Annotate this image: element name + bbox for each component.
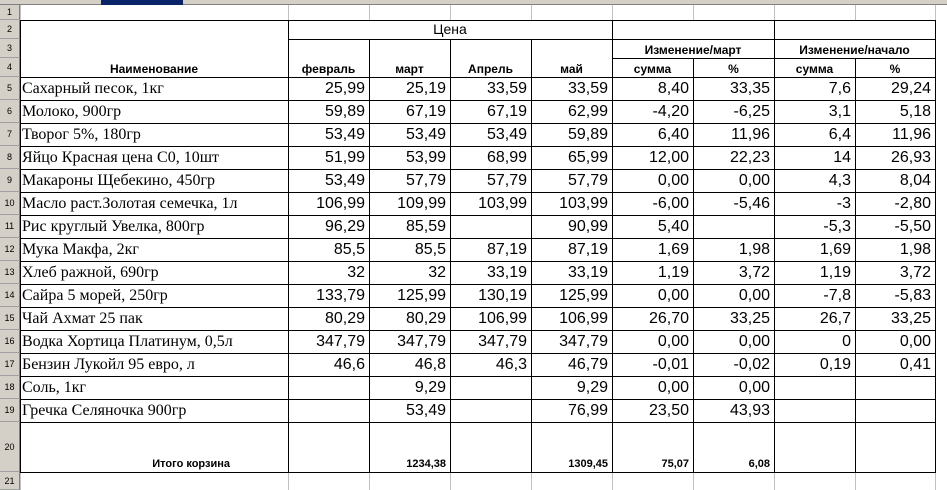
value-cell-mar[interactable]: 109,99 — [397, 194, 446, 212]
value-cell-cm-pct[interactable]: 0,00 — [738, 286, 770, 304]
item-name-cell[interactable]: Рис круглый Увелка, 800гр — [22, 217, 205, 235]
gridline — [855, 472, 856, 490]
table-border — [20, 422, 936, 423]
value-cell-cm-sum[interactable]: -6,00 — [652, 194, 689, 212]
value-cell-cm-pct[interactable]: 1,98 — [738, 240, 770, 258]
value-cell-cm-pct[interactable]: 33,35 — [729, 79, 770, 97]
value-cell-cm-pct[interactable]: 33,25 — [729, 309, 770, 327]
value-cell-apr[interactable]: 67,19 — [486, 102, 527, 120]
table-border — [20, 330, 936, 331]
value-cell-cs-sum[interactable]: 0,19 — [819, 355, 851, 373]
value-cell-cm-pct[interactable]: -0,02 — [733, 355, 770, 373]
value-cell-may[interactable]: 33,19 — [567, 263, 608, 281]
table-border — [693, 58, 694, 473]
row-header[interactable]: 14 — [0, 284, 20, 307]
value-cell-feb[interactable] — [288, 399, 369, 422]
value-cell-cm-pct[interactable]: 0,00 — [738, 171, 770, 189]
table-border — [20, 192, 936, 193]
row-header[interactable]: 17 — [0, 353, 20, 376]
value-cell-mar[interactable]: 53,49 — [405, 125, 446, 143]
table-border — [855, 58, 856, 473]
value-cell-cs-sum[interactable]: 6,4 — [828, 125, 851, 143]
item-name-cell[interactable]: Творог 5%, 180гр — [22, 125, 141, 143]
item-name-cell[interactable]: Мука Макфа, 2кг — [22, 240, 139, 258]
value-cell-mar[interactable]: 25,19 — [405, 79, 446, 97]
total-change-sum[interactable]: 75,07 — [661, 458, 689, 470]
row-header[interactable]: 8 — [0, 146, 20, 169]
value-cell-apr[interactable]: 347,79 — [478, 332, 527, 350]
value-cell-cm-sum[interactable]: 1,69 — [657, 240, 689, 258]
value-cell-cm-sum[interactable]: 0,00 — [657, 332, 689, 350]
row-header[interactable]: 9 — [0, 169, 20, 192]
item-name-cell[interactable]: Водка Хортица Платинум, 0,5л — [22, 332, 233, 350]
table-border — [612, 20, 613, 473]
value-cell-cm-sum[interactable]: 23,50 — [648, 401, 689, 419]
value-cell-feb[interactable]: 25,99 — [324, 79, 365, 97]
item-name-cell[interactable]: Чай Ахмат 25 пак — [22, 309, 143, 327]
value-cell-apr[interactable]: 33,19 — [486, 263, 527, 281]
value-cell-cs-sum[interactable]: -7,8 — [823, 286, 851, 304]
value-cell-cs-sum[interactable]: 4,3 — [828, 171, 851, 189]
selected-column-header[interactable] — [101, 0, 183, 5]
table-border — [450, 39, 451, 473]
value-cell-cm-sum[interactable]: 8,40 — [657, 79, 689, 97]
value-cell-mar[interactable]: 32 — [428, 263, 446, 281]
value-cell-cm-pct[interactable]: -5,46 — [733, 194, 770, 212]
total-mar[interactable]: 1234,38 — [406, 458, 446, 470]
value-cell-may[interactable]: 103,99 — [559, 194, 608, 212]
value-cell-mar[interactable]: 80,29 — [405, 309, 446, 327]
row-header[interactable]: 11 — [0, 215, 20, 238]
table-border — [20, 100, 936, 101]
value-cell-may[interactable]: 46,79 — [567, 355, 608, 373]
value-cell-cs-pct[interactable]: 0,41 — [899, 355, 931, 373]
value-cell-cm-sum[interactable]: 0,00 — [657, 286, 689, 304]
value-cell-mar[interactable]: 46,8 — [414, 355, 446, 373]
header-month[interactable]: Апрель — [468, 62, 513, 76]
header-percent[interactable]: % — [728, 62, 739, 76]
header-name[interactable]: Наименование — [109, 62, 199, 76]
value-cell-cm-sum[interactable]: -0,01 — [652, 355, 689, 373]
value-cell-feb[interactable]: 96,29 — [324, 217, 365, 235]
table-border — [20, 376, 936, 377]
value-cell-cm-pct[interactable]: 43,93 — [729, 401, 770, 419]
table-border — [20, 215, 936, 216]
table-border — [774, 20, 775, 473]
value-cell-cm-sum[interactable]: -4,20 — [652, 102, 689, 120]
gridline — [774, 472, 775, 490]
table-border — [20, 20, 21, 473]
value-cell-cm-pct[interactable]: -6,25 — [733, 102, 770, 120]
header-month[interactable]: март — [395, 62, 424, 76]
value-cell-cs-sum[interactable]: 1,69 — [819, 240, 851, 258]
row-header[interactable]: 13 — [0, 261, 20, 284]
table-border — [20, 146, 936, 147]
row-header[interactable]: 5 — [0, 77, 20, 100]
value-cell-cs-sum[interactable] — [774, 399, 855, 422]
gridline — [20, 5, 21, 20]
value-cell-cs-pct[interactable]: 8,04 — [899, 171, 931, 189]
value-cell-feb[interactable]: 51,99 — [324, 148, 365, 166]
value-cell-may[interactable]: 90,99 — [567, 217, 608, 235]
gridline — [450, 5, 451, 20]
value-cell-cs-sum[interactable]: 1,19 — [819, 263, 851, 281]
value-cell-apr[interactable]: 53,49 — [486, 125, 527, 143]
value-cell-feb[interactable]: 347,79 — [316, 332, 365, 350]
row-header[interactable]: 12 — [0, 238, 20, 261]
value-cell-feb[interactable]: 59,89 — [324, 102, 365, 120]
value-cell-apr[interactable]: 57,79 — [486, 171, 527, 189]
row-header[interactable]: 4 — [0, 58, 20, 77]
value-cell-may[interactable]: 76,99 — [567, 401, 608, 419]
value-cell-cm-pct[interactable]: 0,00 — [738, 378, 770, 396]
value-cell-cs-pct[interactable] — [855, 376, 935, 399]
table-border — [369, 39, 370, 473]
value-cell-apr[interactable]: 46,3 — [495, 355, 527, 373]
row-header[interactable]: 18 — [0, 376, 20, 399]
table-border — [20, 399, 936, 400]
row-header[interactable]: 20 — [0, 422, 20, 472]
table-border — [20, 472, 936, 473]
value-cell-cs-pct[interactable]: 5,18 — [899, 102, 931, 120]
table-border — [20, 261, 936, 262]
value-cell-feb[interactable]: 133,79 — [316, 286, 365, 304]
value-cell-apr[interactable]: 87,19 — [486, 240, 527, 258]
gridline — [935, 5, 936, 20]
item-name-cell[interactable]: Масло раст.Золотая семечка, 1л — [22, 194, 238, 212]
value-cell-mar[interactable]: 53,49 — [405, 401, 446, 419]
value-cell-cs-pct[interactable]: 0,00 — [899, 332, 931, 350]
row-header[interactable]: 6 — [0, 100, 20, 123]
value-cell-may[interactable]: 62,99 — [567, 102, 608, 120]
row-header[interactable]: 7 — [0, 123, 20, 146]
gridline — [531, 472, 532, 490]
column-header-bar[interactable] — [0, 0, 947, 5]
value-cell-may[interactable]: 87,19 — [567, 240, 608, 258]
value-cell-cm-sum[interactable]: 26,70 — [648, 309, 689, 327]
item-name-cell[interactable]: Молоко, 900гр — [22, 102, 122, 120]
gridline — [288, 472, 289, 490]
value-cell-feb[interactable]: 53,49 — [324, 171, 365, 189]
row-header[interactable]: 19 — [0, 399, 20, 422]
table-border — [20, 353, 936, 354]
value-cell-cm-sum[interactable]: 1,19 — [657, 263, 689, 281]
item-name-cell[interactable]: Хлеб ражной, 690гр — [22, 263, 159, 281]
value-cell-cs-sum[interactable] — [774, 376, 855, 399]
value-cell-feb[interactable]: 46,6 — [333, 355, 365, 373]
table-border — [20, 123, 936, 124]
item-name-cell[interactable]: Сайра 5 морей, 250гр — [22, 286, 168, 304]
value-cell-mar[interactable]: 125,99 — [397, 286, 446, 304]
header-change-start[interactable]: Изменение/начало — [799, 43, 910, 57]
row-header[interactable]: 10 — [0, 192, 20, 215]
total-change-pct[interactable]: 6,08 — [748, 458, 770, 470]
gridline — [612, 5, 613, 20]
gridline — [288, 5, 289, 20]
value-cell-apr[interactable]: 33,59 — [486, 79, 527, 97]
gridline — [693, 472, 694, 490]
table-border — [20, 284, 936, 285]
gridline — [531, 5, 532, 20]
value-cell-cm-sum[interactable]: 0,00 — [657, 378, 689, 396]
value-cell-apr[interactable]: 68,99 — [486, 148, 527, 166]
item-name-cell[interactable]: Гречка Селяночка 900гр — [22, 401, 187, 419]
value-cell-cm-sum[interactable]: 6,40 — [657, 125, 689, 143]
item-name-cell[interactable]: Яйцо Красная цена С0, 10шт — [22, 148, 220, 166]
table-border — [20, 77, 936, 78]
header-sum[interactable]: сумма — [795, 62, 834, 76]
value-cell-feb[interactable] — [288, 376, 369, 399]
value-cell-cm-sum[interactable]: 12,00 — [648, 148, 689, 166]
value-cell-cs-pct[interactable]: -5,50 — [894, 217, 931, 235]
table-border — [288, 20, 289, 473]
value-cell-cs-pct[interactable] — [855, 399, 935, 422]
value-cell-feb[interactable]: 85,5 — [333, 240, 365, 258]
gridline — [855, 5, 856, 20]
item-name-cell[interactable]: Соль, 1кг — [22, 378, 87, 396]
value-cell-feb[interactable]: 32 — [347, 263, 365, 281]
row-header[interactable]: 3 — [0, 39, 20, 58]
total-label[interactable]: Итого корзина — [152, 458, 230, 470]
row-header[interactable]: 1 — [0, 5, 20, 20]
value-cell-apr[interactable] — [450, 399, 531, 422]
value-cell-cs-pct[interactable]: -2,80 — [894, 194, 931, 212]
value-cell-may[interactable]: 125,99 — [559, 286, 608, 304]
header-month[interactable]: февраль — [301, 62, 356, 76]
gridline — [612, 472, 613, 490]
table-border — [20, 238, 936, 239]
item-name-cell[interactable]: Макароны Щебекино, 450гр — [22, 171, 216, 189]
value-cell-cs-pct[interactable]: -5,83 — [894, 286, 931, 304]
value-cell-mar[interactable]: 85,5 — [414, 240, 446, 258]
value-cell-feb[interactable]: 53,49 — [324, 125, 365, 143]
header-sum[interactable]: сумма — [633, 62, 672, 76]
value-cell-cm-pct[interactable]: 3,72 — [738, 263, 770, 281]
value-cell-feb[interactable]: 80,29 — [324, 309, 365, 327]
value-cell-mar[interactable]: 53,99 — [405, 148, 446, 166]
value-cell-apr[interactable]: 103,99 — [478, 194, 527, 212]
value-cell-cm-pct[interactable]: 11,96 — [731, 125, 770, 143]
value-cell-cs-sum[interactable]: -3 — [836, 194, 851, 212]
value-cell-cs-sum[interactable]: 7,6 — [828, 79, 851, 97]
item-name-cell[interactable]: Бензин Лукойл 95 евро, л — [22, 355, 195, 373]
value-cell-apr[interactable] — [450, 376, 531, 399]
value-cell-mar[interactable]: 67,19 — [405, 102, 446, 120]
row-header[interactable]: 16 — [0, 330, 20, 353]
table-border — [20, 169, 936, 170]
value-cell-cs-sum[interactable]: 3,1 — [828, 102, 851, 120]
value-cell-may[interactable]: 65,99 — [567, 148, 608, 166]
gridline — [20, 472, 21, 490]
row-header[interactable]: 15 — [0, 307, 20, 330]
value-cell-cm-pct[interactable]: 0,00 — [738, 332, 770, 350]
header-month[interactable]: май — [560, 62, 583, 76]
gridline — [369, 5, 370, 20]
total-may[interactable]: 1309,45 — [568, 458, 608, 470]
value-cell-cm-pct[interactable]: 22,23 — [729, 148, 770, 166]
row-header[interactable]: 2 — [0, 20, 20, 39]
value-cell-cs-sum[interactable]: 0 — [842, 332, 851, 350]
gridline — [774, 5, 775, 20]
value-cell-may[interactable]: 57,79 — [567, 171, 608, 189]
value-cell-cm-sum[interactable]: 5,40 — [657, 217, 689, 235]
gridline — [935, 472, 936, 490]
value-cell-cs-sum[interactable]: -5,3 — [823, 217, 851, 235]
value-cell-cs-pct[interactable]: 29,24 — [890, 79, 931, 97]
gridline — [450, 472, 451, 490]
value-cell-may[interactable]: 9,29 — [576, 378, 608, 396]
value-cell-apr[interactable]: 106,99 — [478, 309, 527, 327]
value-cell-cs-pct[interactable]: 11,96 — [892, 125, 931, 143]
value-cell-cs-sum[interactable]: 14 — [833, 148, 851, 166]
row-header[interactable]: 21 — [0, 472, 20, 490]
value-cell-cs-pct[interactable]: 3,72 — [899, 263, 931, 281]
value-cell-may[interactable]: 106,99 — [559, 309, 608, 327]
header-change-march[interactable]: Изменение/март — [644, 43, 742, 57]
table-border — [935, 20, 936, 473]
item-name-cell[interactable]: Сахарный песок, 1кг — [22, 79, 164, 97]
value-cell-cs-pct[interactable]: 33,25 — [890, 309, 931, 327]
value-cell-cs-pct[interactable]: 26,93 — [890, 148, 931, 166]
value-cell-mar[interactable]: 85,59 — [405, 217, 446, 235]
value-cell-may[interactable]: 33,59 — [567, 79, 608, 97]
value-cell-mar[interactable]: 57,79 — [405, 171, 446, 189]
value-cell-cm-pct[interactable] — [693, 215, 774, 238]
value-cell-mar[interactable]: 347,79 — [397, 332, 446, 350]
value-cell-cs-sum[interactable]: 26,7 — [819, 309, 851, 327]
gridline — [693, 5, 694, 20]
header-percent[interactable]: % — [889, 62, 901, 76]
value-cell-may[interactable]: 347,79 — [559, 332, 608, 350]
table-border — [20, 20, 936, 21]
table-border — [20, 307, 936, 308]
header-price[interactable]: Цена — [433, 21, 467, 37]
value-cell-feb[interactable]: 106,99 — [316, 194, 365, 212]
value-cell-apr[interactable] — [450, 215, 531, 238]
value-cell-mar[interactable]: 9,29 — [414, 378, 446, 396]
value-cell-cm-sum[interactable]: 0,00 — [657, 171, 689, 189]
gridline — [369, 472, 370, 490]
value-cell-cs-pct[interactable]: 1,98 — [899, 240, 931, 258]
value-cell-apr[interactable]: 130,19 — [478, 286, 527, 304]
value-cell-may[interactable]: 59,89 — [567, 125, 608, 143]
table-border — [531, 39, 532, 473]
